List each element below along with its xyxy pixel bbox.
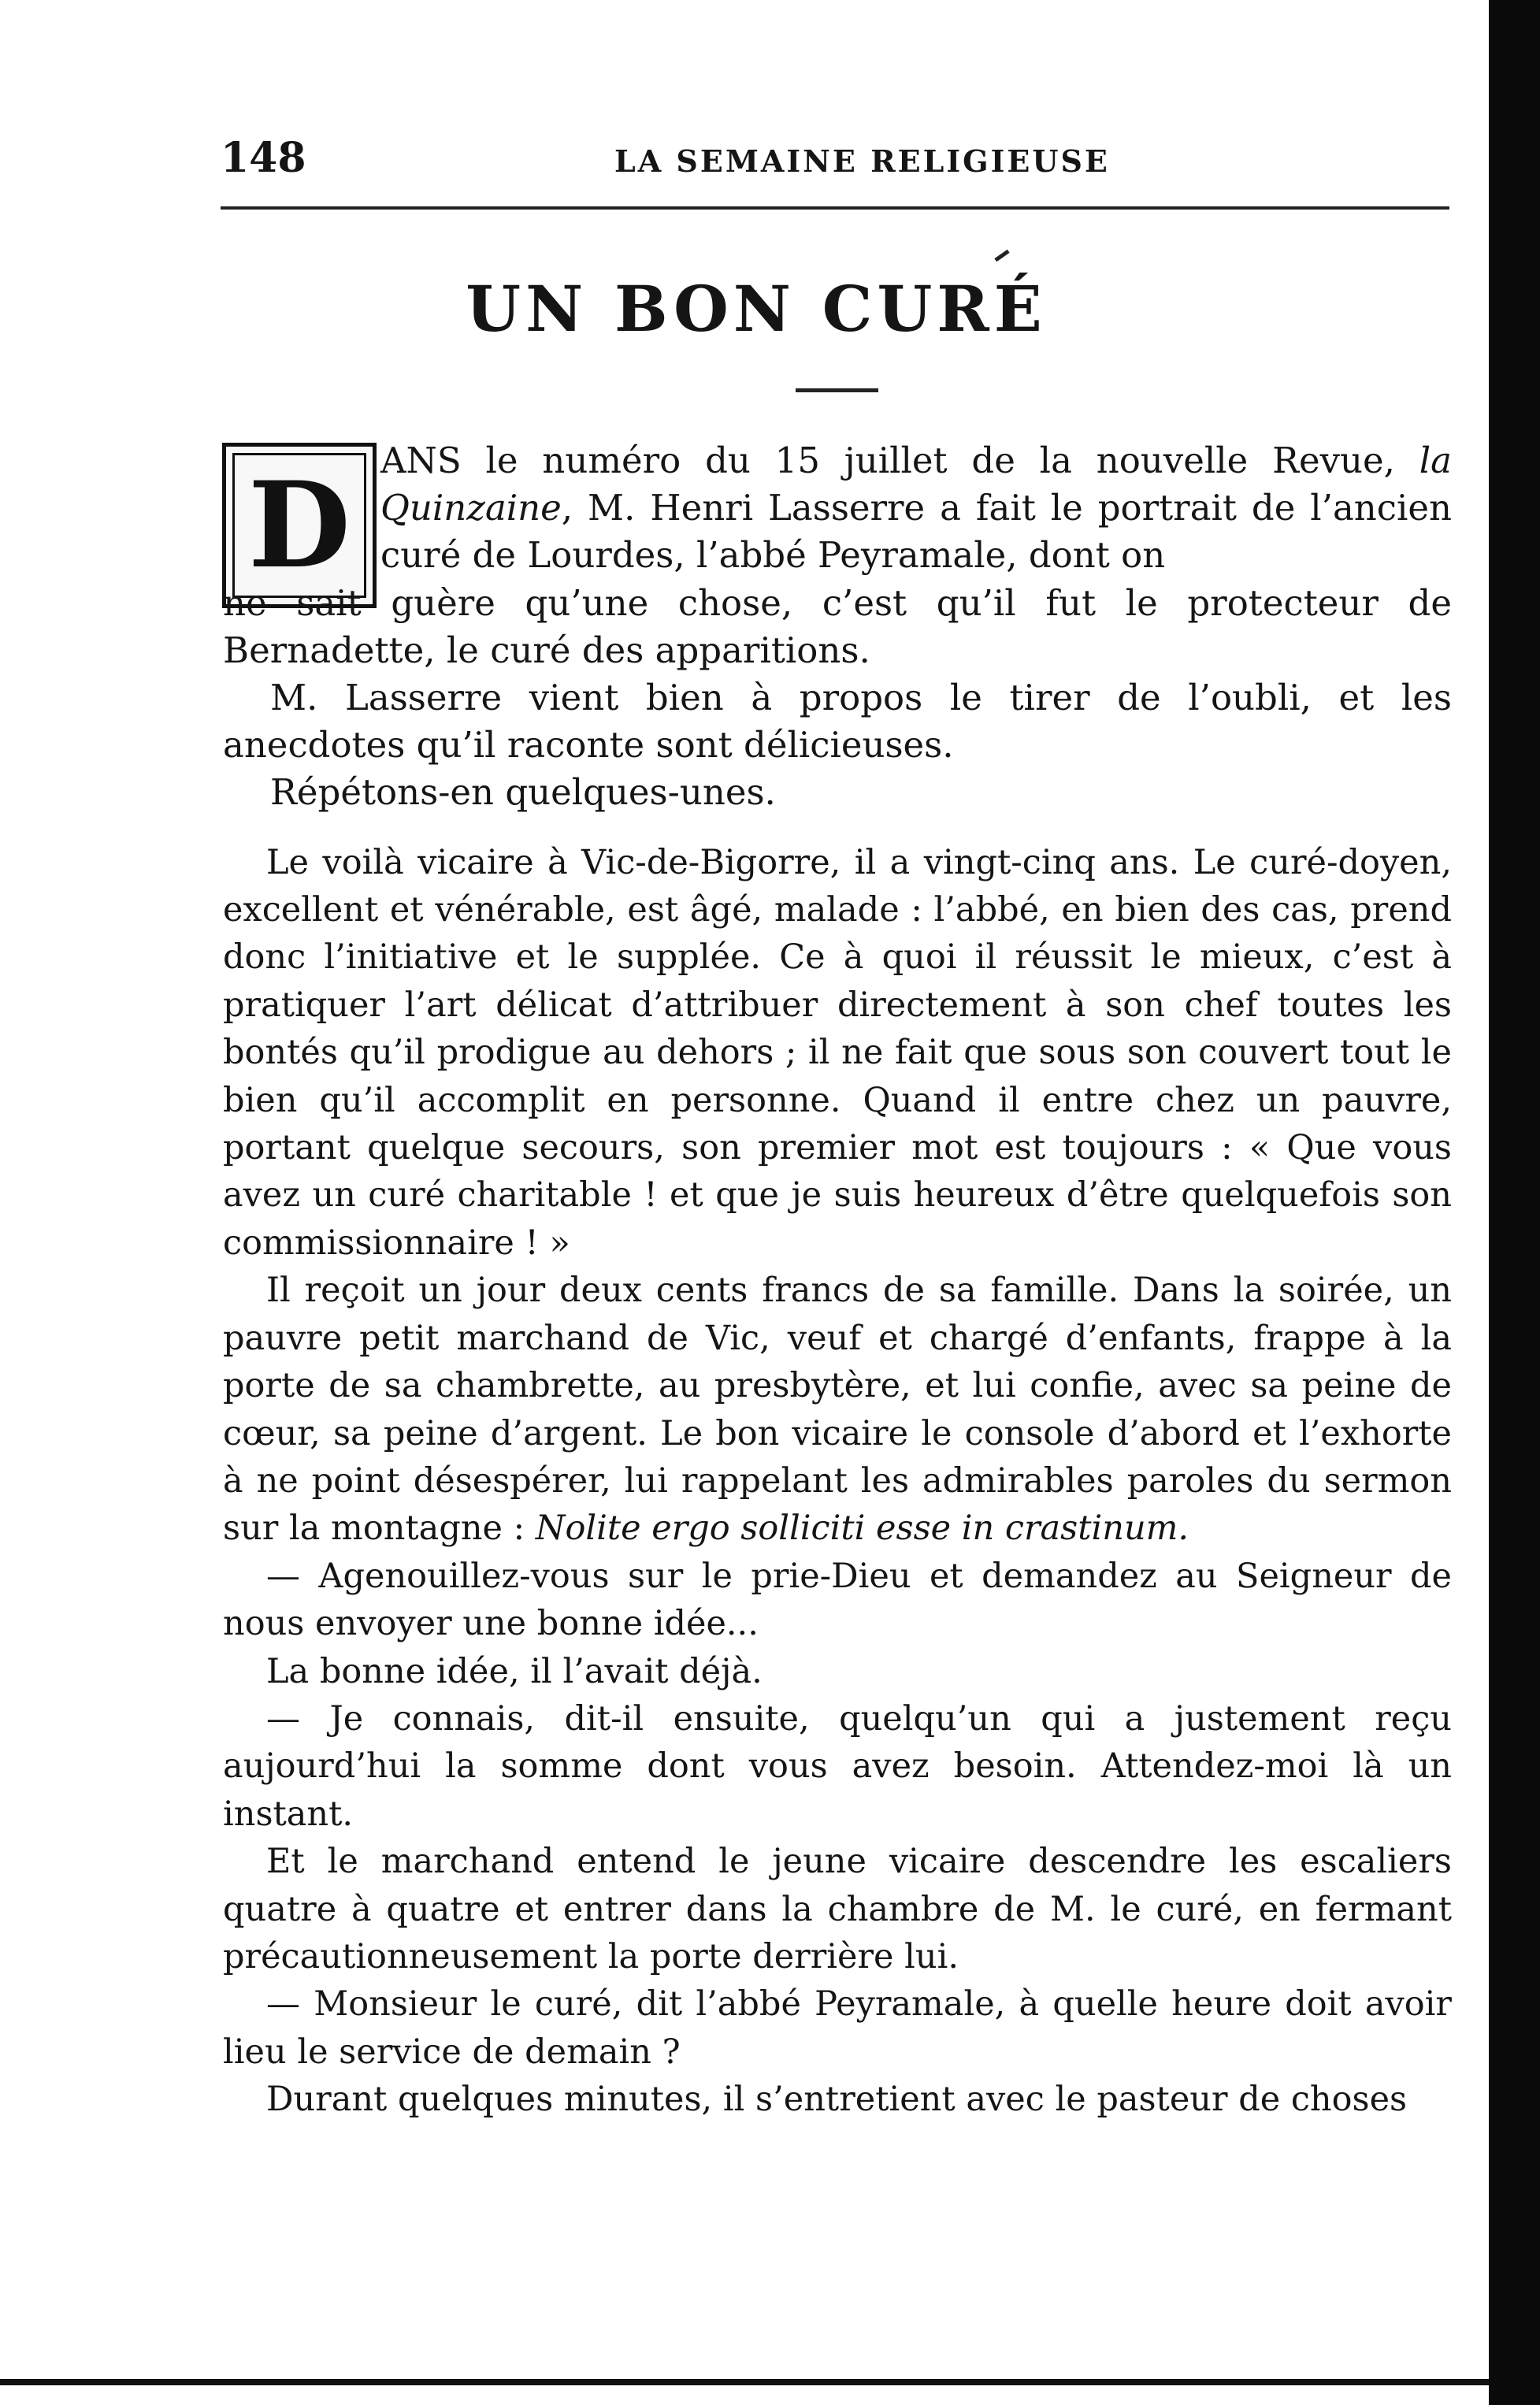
page-number: 148 [221, 134, 306, 182]
paragraph: M. Lasserre vient bien à propos le tirer de l’oubli, et les anecdotes qu’il raconte sont délicieuses. [223, 677, 1452, 766]
paragraph: Répétons-en quelques-unes. [270, 771, 776, 814]
page-header [221, 126, 1449, 197]
dialogue-line: — Je connais, dit-il ensuite, quelqu’un qui a justement reçu aujourd’hui la somme dont vous avez besoin. Attendez-moi là un instant. [223, 1698, 1452, 1834]
paragraph: Et le marchand entend le jeune vicaire descendre les escaliers quatre à quatre et entrer dans la chambre de M. le curé, en fermant précautionneusement la porte derrière lui. [223, 1842, 1452, 1976]
book-binding-edge [1489, 0, 1540, 2405]
title-rule [796, 388, 878, 392]
paragraph: Durant quelques minutes, il s’entretient avec le pasteur de choses [266, 2080, 1408, 2120]
article-body [223, 437, 1452, 2124]
header-rule [221, 206, 1449, 210]
section-gap [223, 817, 1452, 839]
lead-text-1: ANS le numéro du 15 juillet de la nouvelle Revue, [380, 440, 1419, 481]
paragraph-text: Il reçoit un jour deux cents francs de sa famille. Dans la soirée, un pauvre petit marchand de Vic, veuf et chargé d’enfants, frappe à la porte de sa chambrette, au presbytère, et lui confie, avec sa peine de cœur, sa peine d’argent. Le bon vicaire le console d’abord et l’exhorte à ne point désespérer, lui rappelant les admirables paroles du sermon sur la montagne : [223, 1271, 1452, 1549]
revue-name: la Quinzaine [380, 440, 1452, 529]
paragraph: La bonne idée, il l’avait déjà. [266, 1651, 763, 1691]
article-title: UN BON CURÉ [466, 272, 1047, 346]
dialogue-line: — Agenouillez-vous sur le prie-Dieu et demandez au Seigneur de nous envoyer une bonne idée... [223, 1556, 1452, 1644]
lead-text-2: , M. Henri Lasserre a fait le portrait de l’ancien curé de Lourdes, l’abbé Peyramale, dont on [380, 487, 1452, 577]
dialogue-line: — Monsieur le curé, dit l’abbé Peyramale, à quelle heure doit avoir lieu le service de demain ? [223, 1984, 1452, 2072]
dropcap-letter: D [247, 456, 351, 595]
latin-quote: Nolite ergo solliciti esse in crastinum. [535, 1509, 1189, 1549]
paragraph [223, 1267, 1452, 1552]
running-title: LA SEMAINE RELIGIEUSE [614, 143, 1110, 179]
paragraph: Le voilà vicaire à Vic-de-Bigorre, il a vingt-cinq ans. Le curé-doyen, excellent et vénérable, est âgé, malade : l’abbé, en bien des cas, prend donc l’initiative et le supplée. Ce à quoi il réussit le mieux, c’est à pratiquer l’art délicat d’attribuer directement à son chef toutes les bontés qu’il prodigue au dehors ; il ne fait que sous son couvert tout le bien qu’il accomplit en personne. Quand il entre chez un pauvre, portant quelque secours, son premier mot est toujours : « Que vous avez un curé charitable ! et que je suis heureux d’être quelquefois son commissionnaire ! » [223, 842, 1452, 1263]
bottom-edge [0, 2379, 1489, 2385]
lead-paragraph-rest: ne sait guère qu’une chose, c’est qu’il fut le protecteur de Bernadette, le curé des apparitions. [223, 581, 1452, 671]
lead-paragraph-start [223, 437, 1452, 580]
title-accent-mark [994, 250, 1009, 262]
